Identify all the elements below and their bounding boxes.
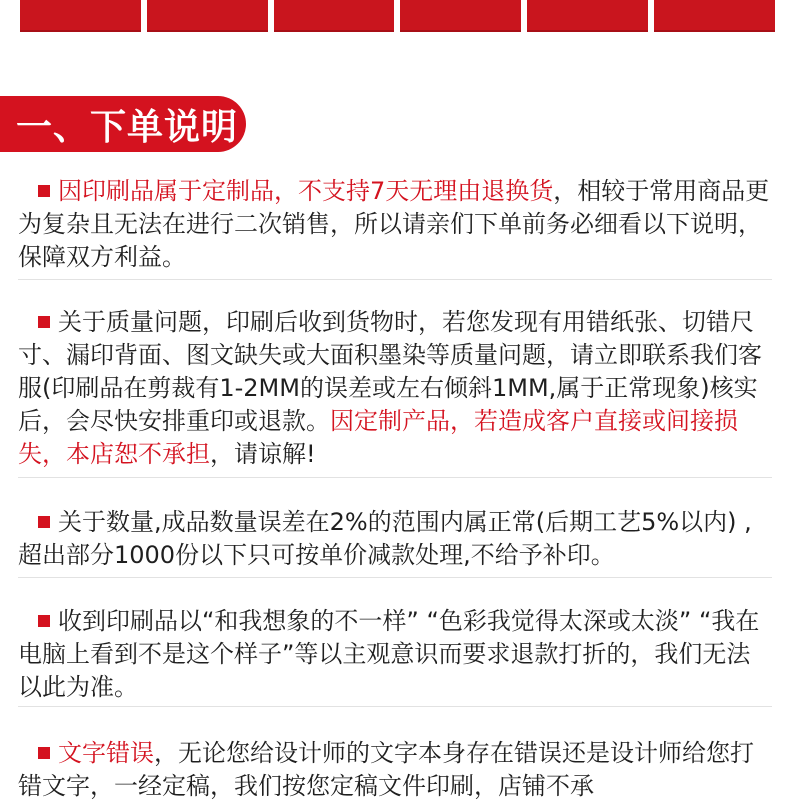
tab-4[interactable]: [400, 0, 521, 32]
divider: [18, 577, 772, 578]
bullet-icon: [38, 185, 50, 197]
notice-paragraph-4: [18, 605, 772, 704]
paragraph-2-highlight: 因定制产品，若造成客户直接或间接损失，本店恕不承担: [18, 407, 738, 468]
paragraph-3-text: 关于数量,成品数量误差在2%的范围内属正常(后期工艺5%以内) ,超出部分1000份以下只可按单价减款处理,不给予补印。: [18, 508, 752, 569]
notice-paragraph-2: [18, 306, 772, 471]
notice-paragraph-5: [18, 737, 772, 803]
tab-3[interactable]: [274, 0, 395, 32]
bullet-icon: [38, 747, 50, 759]
notice-paragraph-1: [18, 175, 772, 274]
divider: [18, 477, 772, 478]
paragraph-5-highlight: 文字错误: [58, 739, 154, 767]
tab-2[interactable]: [147, 0, 268, 32]
paragraph-2-tail: ，请谅解!: [210, 440, 316, 468]
tab-5[interactable]: [527, 0, 648, 32]
tab-6[interactable]: [654, 0, 775, 32]
paragraph-1-text: ，相较于常用商品更为复杂且无法在进行二次销售，所以请亲们下单前务必细看以下说明，保障双方利益。: [18, 177, 770, 271]
section-heading: 一、下单说明: [16, 106, 239, 148]
bullet-icon: [38, 516, 50, 528]
paragraph-2-text: 关于质量问题，印刷后收到货物时，若您发现有用错纸张、切错尺寸、漏印背面、图文缺失或大面积墨染等质量问题，请立即联系我们客服(印刷品在剪裁有1-2MM的误差或左右倾斜1MM,属于正常现象)核实后，会尽快安排重印或退款。: [18, 308, 762, 435]
paragraph-1-highlight: 因印刷品属于定制品，不支持7天无理由退换货: [58, 177, 554, 205]
top-tab-strip: [20, 0, 775, 32]
section-heading-bar: [0, 96, 246, 152]
divider: [18, 279, 772, 280]
bullet-icon: [38, 316, 50, 328]
divider: [18, 706, 772, 707]
paragraph-5-text: ，无论您给设计师的文字本身存在错误还是设计师给您打错文字，一经定稿，我们按您定稿文件印刷，店铺不承: [18, 739, 754, 800]
tab-1[interactable]: [20, 0, 141, 32]
paragraph-4-text: 收到印刷品以“和我想象的不一样” “色彩我觉得太深或太淡” “我在电脑上看到不是这个样子”等以主观意识而要求退款打折的，我们无法以此为准。: [18, 607, 760, 701]
bullet-icon: [38, 615, 50, 627]
notice-paragraph-3: [18, 506, 772, 572]
